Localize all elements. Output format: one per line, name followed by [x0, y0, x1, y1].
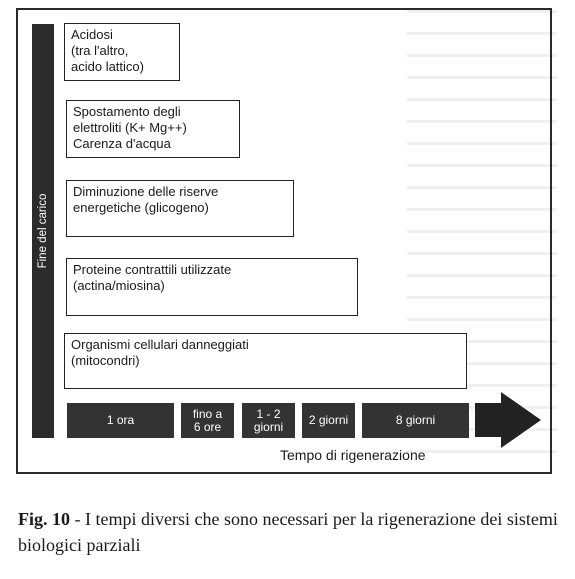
box-proteins: Proteine contrattili utilizzate (actina/miosina): [66, 258, 358, 316]
end-of-load-label: Fine del carico: [37, 193, 49, 269]
timeline-segment-1-2d: 1 - 2 giorni: [242, 403, 295, 438]
timeline-segment-1h: 1 ora: [67, 403, 174, 438]
timeline-segment-2d: 2 giorni: [302, 403, 355, 438]
box-glycogen: Diminuzione delle riserve energetiche (glicogeno): [66, 180, 294, 237]
box-acidosis: Acidosi (tra l'altro, acido lattico): [64, 23, 180, 81]
axis-label: Tempo di rigenerazione: [280, 447, 426, 463]
time-arrow-icon: [475, 392, 545, 448]
figure-caption: [18, 506, 558, 558]
caption-text: - I tempi diversi che sono necessari per la rigenerazione dei sistemi biologici parziali: [18, 509, 558, 555]
figure-number: Fig. 10: [18, 509, 70, 529]
timeline-segment-6h: fino a 6 ore: [181, 403, 234, 438]
box-electrolytes: Spostamento degli elettroliti (K+ Mg++) Carenza d'acqua: [66, 100, 240, 158]
timeline-segment-8d: 8 giorni: [362, 403, 469, 438]
box-mitochondria: Organismi cellulari danneggiati (mitocondri): [64, 333, 467, 389]
